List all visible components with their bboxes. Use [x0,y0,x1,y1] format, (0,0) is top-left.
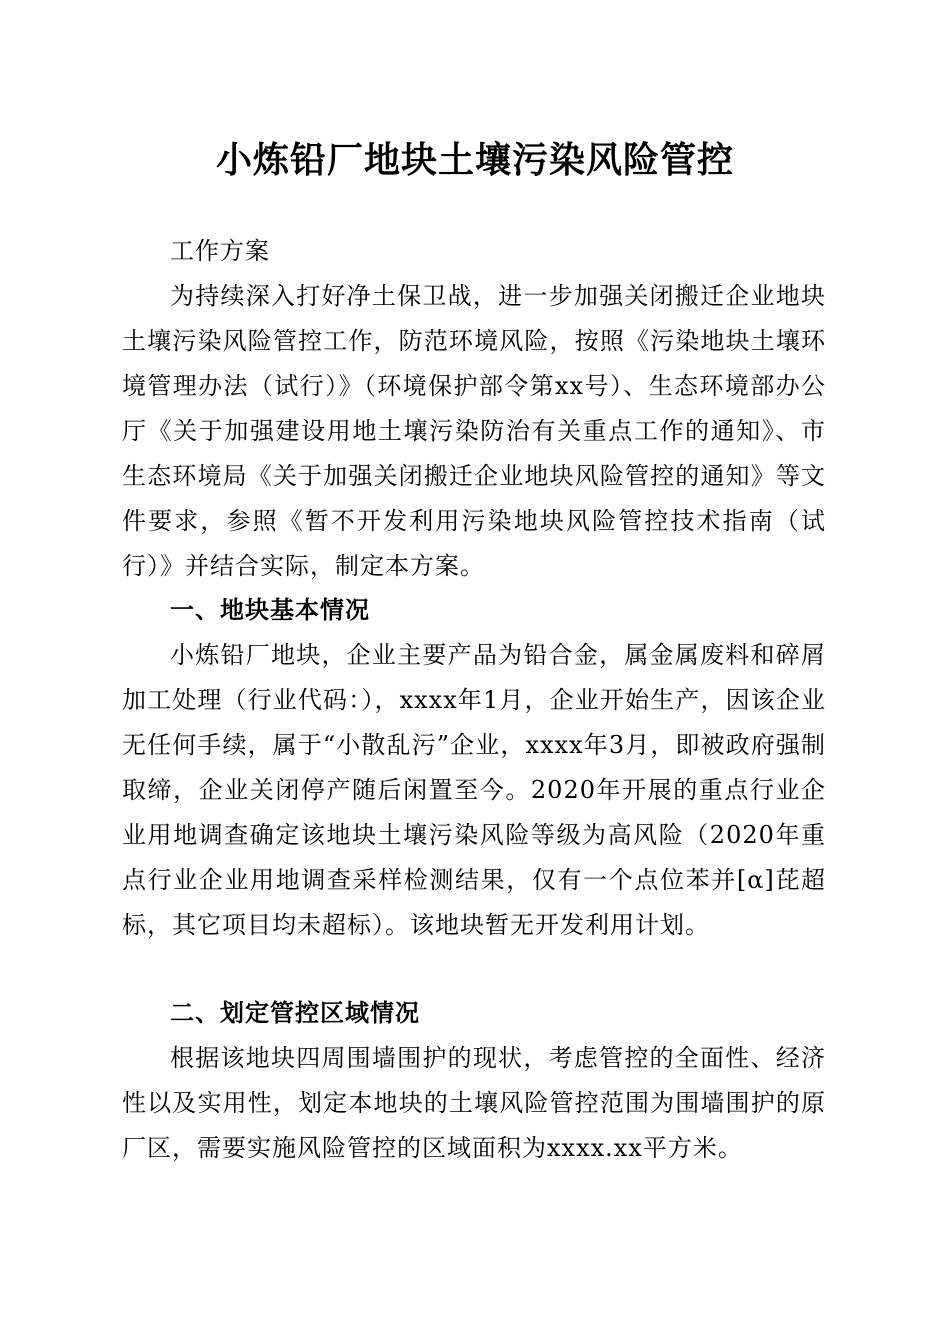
document-subtitle: 工作方案 [170,237,270,265]
section-heading-site-basic-info: 一、地块基本情况 [170,596,370,624]
section-paragraph-control-area: 根据该地块四周围墙围护的现状，考虑管控的全面性、经济性以及实用性，划定本地块的土壤风险管控范围为围墙围护的原厂区，需要实施风险管控的区域面积为xxxx.xx平方米。 [122,1044,826,1162]
section-paragraph-site-basic-info: 小炼铅厂地块，企业主要产品为铅合金，属金属废料和碎屑加工处理（行业代码：），xxxx年1月，企业开始生产，因该企业无任何手续，属于“小散乱污”企业，xxxx年3月，即被政府强制取缔，企业关闭停产随后闲置至今。2020年开展的重点行业企业用地调查确定该地块土壤污染风险等级为高风险（2020年重点行业企业用地调查采样检测结果，仅有一个点位苯并[α]芘超标，其它项目均未超标）。该地块暂无开发利用计划。 [122,641,826,939]
intro-paragraph: 为持续深入打好净土保卫战，进一步加强关闭搬迁企业地块土壤污染风险管控工作，防范环境风险，按照《污染地块土壤环境管理办法（试行）》（环境保护部令第xx号）、生态环境部办公厅《关于加强建设用地土壤污染防治有关重点工作的通知》、市生态环境局《关于加强关闭搬迁企业地块风险管控的通知》等文件要求，参照《暂不开发利用污染地块风险管控技术指南（试行）》并结合实际，制定本方案。 [122,282,826,580]
document-title: 小炼铅厂地块土壤污染风险管控 [215,139,734,181]
section-heading-control-area: 二、划定管控区域情况 [170,999,420,1027]
